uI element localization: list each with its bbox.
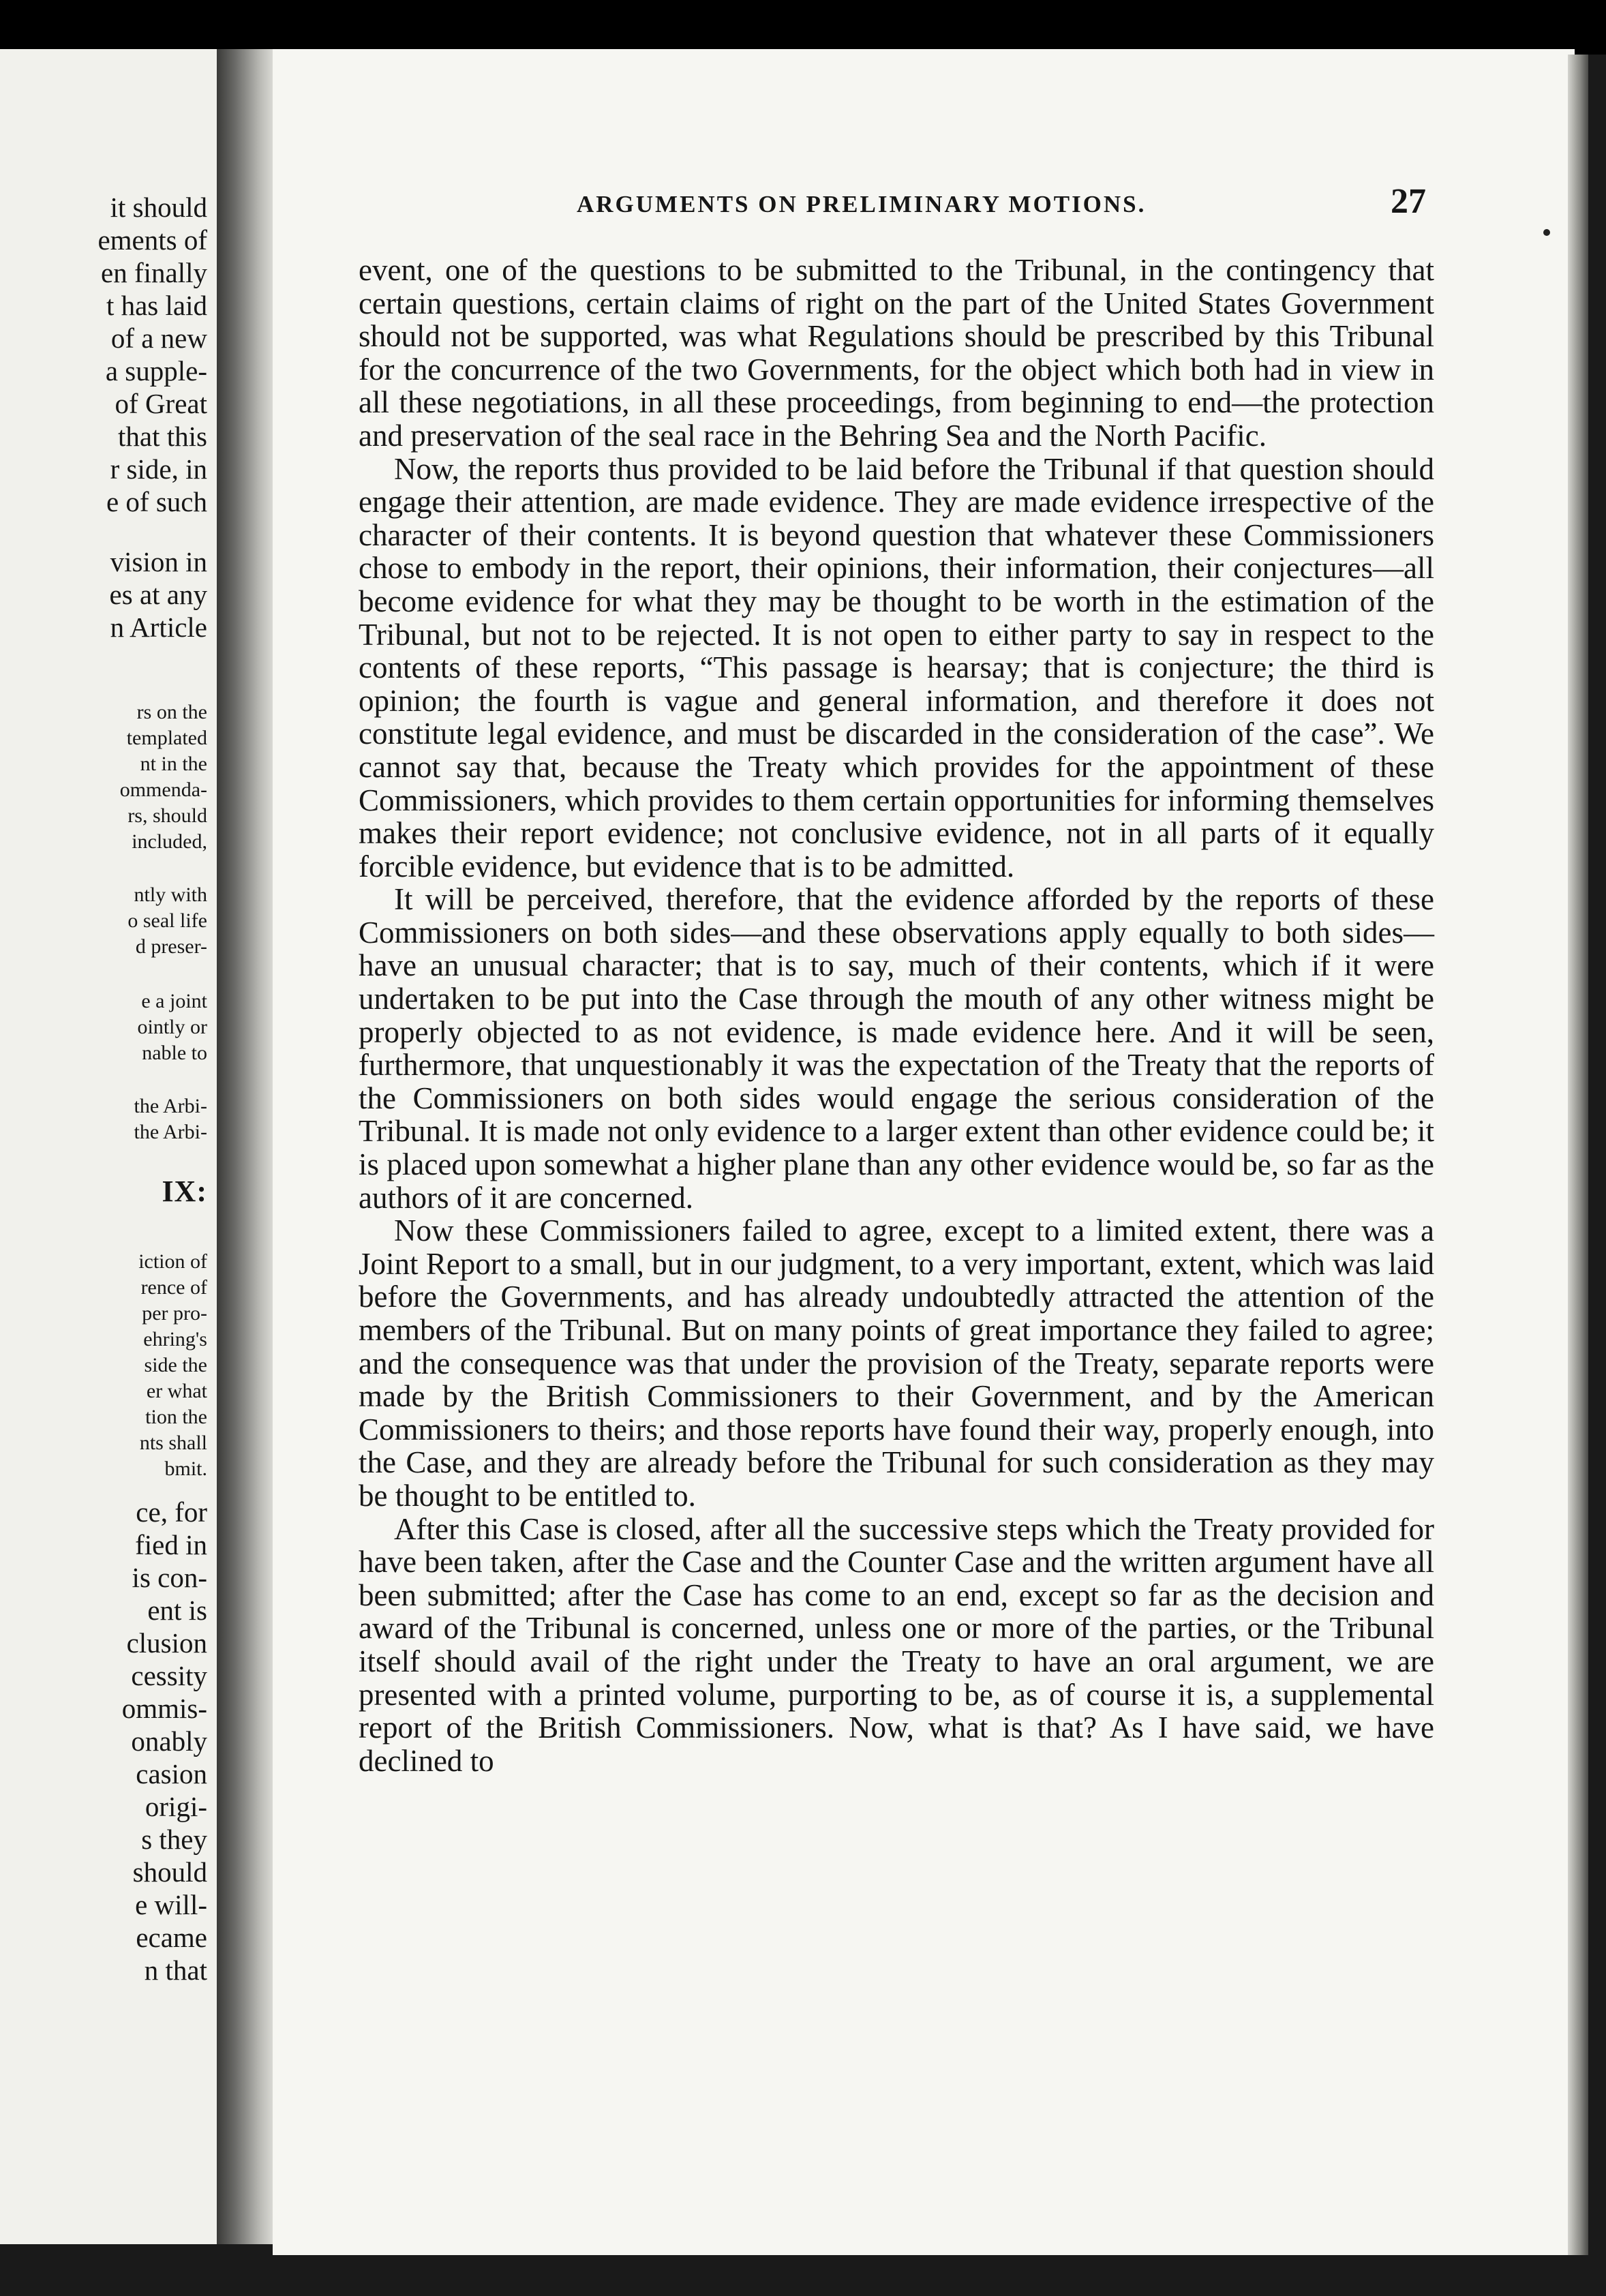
page-edge (1568, 55, 1588, 2255)
facing-page-line: n that (144, 1954, 207, 1986)
facing-page-line: iction of (138, 1250, 207, 1273)
facing-page-line: included, (132, 830, 207, 853)
paragraph: Now, the reports thus provided to be laid before the Tribunal if that question should engage their attention, are made evidence. They are made evidence irrespective of the character of their contents. It is beyond question that whatever these Commissioners chose to embody in the report, their opinions, their information, their conjectures—all become evidence for what they may be thought to be worth in the estimation of the Tribunal, but not to be rejected. It is not open to either party to say in respect to the contents of these reports, “This passage is hearsay; that is conjecture; the third is opinion; the fourth is vague and general information, and therefore it does not constitute legal evidence, and must be discarded in the consideration of the case”. We cannot say that, because the Treaty which provides for the appointment of these Commissioners, which provides to them certain opportunities for informing themselves makes their report evidence; not conclusive evidence, not in all parts of it equally forcible evidence, but evidence that is to be admitted. (359, 451, 1434, 883)
scan-top-border (0, 0, 1606, 55)
facing-page-line: er what (146, 1380, 207, 1402)
facing-page-line: ommenda- (119, 779, 207, 801)
facing-page-line: r side, in (110, 453, 207, 485)
facing-page-line: ommis- (121, 1693, 207, 1724)
facing-page-line: e will- (135, 1889, 207, 1920)
facing-page-line: ntly with (134, 883, 207, 906)
paragraph: It will be perceived, therefore, that the evidence afforded by the reports of these Commissioners on both sides—and these observations apply equally to both sides—have an unusual character; that is to say, much of their contents, which if it were undertaken to be put into the Case through the mouth of any other witness might be properly objected to as not evidence, is made evidence here. And it will be seen, furthermore, that unquestionably it was the expectation of the Treaty that the reports of the Commissioners on both sides would engage the serious consideration of the Tribunal. It is made not only evidence to a larger extent than other evidence could be; it is placed upon somewhat a higher plane than any other evidence would be, so far as the authors of it are concerned. (359, 882, 1434, 1215)
facing-page-line: t has laid (106, 290, 207, 321)
facing-page-line: should (132, 1856, 207, 1888)
facing-page-line: is con- (132, 1562, 207, 1593)
facing-page-line: casion (136, 1758, 207, 1789)
facing-page-line: o seal life (127, 909, 207, 932)
facing-page-fragment (0, 49, 219, 2244)
facing-page-line: bmit. (164, 1457, 207, 1480)
facing-page-line: rence of (140, 1276, 207, 1299)
facing-page-line: ce, for (136, 1496, 207, 1528)
facing-page-line: nable to (142, 1042, 207, 1064)
facing-page-line: a supple- (105, 355, 207, 387)
facing-page-line: per pro- (142, 1302, 207, 1325)
facing-page-line: nt in the (140, 753, 207, 775)
facing-page-line: it should (110, 192, 207, 223)
facing-page-line: ecame (136, 1922, 207, 1953)
facing-page-line: en finally (101, 257, 207, 288)
facing-page-line: d preser- (135, 935, 207, 958)
facing-page-line: ements of (97, 224, 207, 256)
facing-page-line: ointly or (137, 1016, 207, 1038)
facing-page-line: tion the (145, 1406, 207, 1428)
facing-page-line: the Arbi- (134, 1095, 207, 1117)
facing-page-line: side the (144, 1354, 207, 1376)
facing-page-line: es at any (109, 579, 207, 610)
facing-page-line: fied in (135, 1529, 207, 1560)
facing-page-line: cessity (131, 1660, 207, 1691)
running-head: ARGUMENTS ON PRELIMINARY MOTIONS. (577, 191, 1147, 217)
facing-page-line: origi- (145, 1791, 207, 1822)
facing-page-line: vision in (110, 546, 207, 577)
paragraph: event, one of the questions to be submitted to the Tribunal, in the contingency that certain questions, certain claims of right on the part of the United States Government should not be supported, was what Regulations should be prescribed by this Tribunal for the concurrence of the two Governments, for the object which both had in view in all these negotiations, in all these proceedings, from beginning to end—the protection and preservation of the seal race in the Behring Sea and the North Pacific. (359, 253, 1434, 453)
facing-page-line: of Great (115, 388, 207, 419)
facing-page-line: the Arbi- (134, 1121, 207, 1143)
paragraph: After this Case is closed, after all the successive steps which the Treaty provided for have been taken, after the Case and the Counter Case and the written argument have all been submitted; after the Case has come to an end, except so far as the decision and award of the Tribunal is concerned, unless one or more of the parties, or the Tribunal itself should avail of the right under the Treaty to have an oral argument, we are presented with a printed volume, purporting to be, as of course it is, a supplemental report of the British Commissioners. Now, what is that? As I have said, we have declined to (359, 1511, 1434, 1778)
paragraph: Now these Commissioners failed to agree, except to a limited extent, there was a Joint Report to a small, but in our judgment, to a very important, extent, which was laid before the Governments, and has already undoubtedly attracted the attention of the members of the Tribunal. But on many points of great importance they failed to agree; and the consequence was that under the provision of the Treaty, separate reports were made by the British Commissioners to their Government, and by the American Commissioners to theirs; and those reports have found their way, properly enough, into the Case, and they are already before the Tribunal for such consideration as they may be thought to be entitled to. (359, 1213, 1434, 1513)
book-gutter (217, 49, 278, 2244)
facing-page-line: nts shall (139, 1432, 207, 1454)
facing-page-line: IX: (162, 1175, 207, 1208)
facing-page-line: n Article (110, 611, 207, 643)
facing-page-line: templated (126, 727, 207, 749)
facing-page-line: e of such (106, 486, 207, 517)
page-number: 27 (1391, 182, 1426, 221)
facing-page-line: ehring's (143, 1328, 207, 1350)
facing-page-line: rs on the (136, 701, 207, 723)
facing-page-line: that this (118, 421, 207, 452)
facing-page-line: rs, should (127, 804, 207, 827)
body-text (359, 254, 1434, 1777)
facing-page-line: ent is (147, 1595, 207, 1626)
facing-page-line: s they (141, 1824, 207, 1855)
facing-page-line: clusion (126, 1627, 207, 1659)
scan-speck (1543, 229, 1550, 236)
facing-page-line: onably (131, 1725, 207, 1757)
facing-page-line: e a joint (141, 990, 207, 1012)
facing-page-line: of a new (110, 322, 207, 354)
